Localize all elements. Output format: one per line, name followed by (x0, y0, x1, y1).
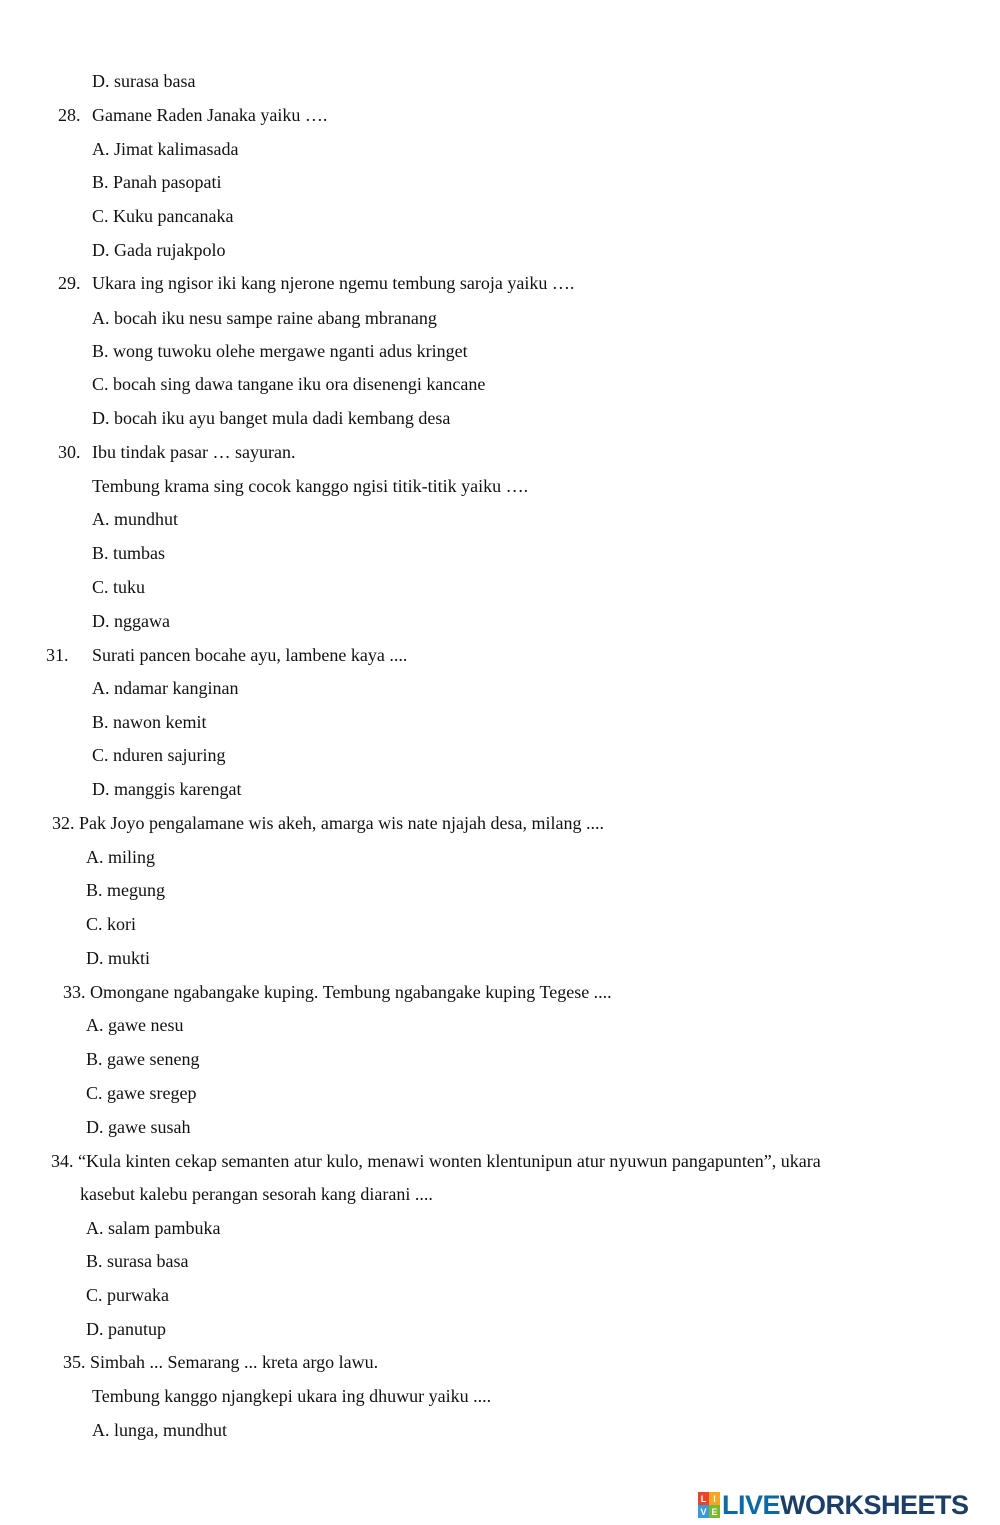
question-text: Ibu tindak pasar … sayuran. (92, 442, 296, 462)
question-text: Tembung krama sing cocok kanggo ngisi titik-titik yaiku …. (92, 476, 529, 496)
question-text: 34. “Kula kinten cekap semanten atur kulo, menawi wonten klentunipun atur nyuwun pangapunten”, ukara (51, 1151, 821, 1171)
logo-text-rest: WORKSHEETS (780, 1489, 969, 1520)
question-text: 35. Simbah ... Semarang ... kreta argo lawu. (63, 1352, 379, 1372)
liveworksheets-logo[interactable] (698, 1490, 969, 1520)
question-text: Surati pancen bocahe ayu, lambene kaya .... (92, 645, 408, 665)
answer-option: C. bocah sing dawa tangane iku ora disenengi kancane (92, 374, 486, 394)
answer-option: A. bocah iku nesu sampe raine abang mbranang (92, 308, 437, 328)
liveworksheets-logo-icon (698, 1492, 720, 1518)
answer-option: D. manggis karengat (92, 779, 242, 799)
answer-option: D. panutup (86, 1319, 166, 1339)
question-text: Ukara ing ngisor iki kang njerone ngemu tembung saroja yaiku …. (92, 273, 575, 293)
question-text: Gamane Raden Janaka yaiku …. (92, 105, 328, 125)
answer-option: B. wong tuwoku olehe mergawe nganti adus kringet (92, 341, 468, 361)
answer-option: C. kori (86, 914, 137, 934)
answer-option: D. mukti (86, 948, 151, 968)
answer-option: A. gawe nesu (86, 1015, 184, 1035)
answer-option: C. nduren sajuring (92, 745, 226, 765)
logo-letter-e: E (709, 1505, 720, 1518)
answer-option: D. surasa basa (92, 71, 196, 91)
question-number: 28. (58, 105, 81, 125)
question-text: 33. Omongane ngabangake kuping. Tembung ngabangake kuping Tegese .... (63, 982, 612, 1002)
question-number: 31. (46, 645, 69, 665)
answer-option: A. ndamar kanginan (92, 678, 239, 698)
logo-letter-v: V (698, 1505, 709, 1518)
answer-option: A. salam pambuka (86, 1218, 221, 1238)
answer-option: B. surasa basa (86, 1251, 189, 1271)
question-text: kasebut kalebu perangan sesorah kang diarani .... (80, 1184, 433, 1204)
answer-option: D. nggawa (92, 611, 170, 631)
answer-option: D. bocah iku ayu banget mula dadi kembang desa (92, 408, 451, 428)
answer-option: A. lunga, mundhut (92, 1420, 227, 1440)
question-number: 29. (58, 273, 81, 293)
answer-option: B. tumbas (92, 543, 166, 563)
answer-option: C. purwaka (86, 1285, 169, 1305)
answer-option: A. Jimat kalimasada (92, 139, 239, 159)
answer-option: C. gawe sregep (86, 1083, 197, 1103)
logo-letter-i: I (709, 1492, 720, 1505)
answer-option: A. mundhut (92, 509, 179, 529)
answer-option: B. Panah pasopati (92, 172, 222, 192)
answer-option: B. megung (86, 880, 165, 900)
logo-text-live: LIVE (722, 1489, 781, 1520)
answer-option: C. tuku (92, 577, 146, 597)
answer-option: B. gawe seneng (86, 1049, 200, 1069)
answer-option: D. gawe susah (86, 1117, 191, 1137)
question-number: 30. (58, 442, 81, 462)
answer-option: C. Kuku pancanaka (92, 206, 234, 226)
answer-option: A. miling (86, 847, 156, 867)
answer-option: B. nawon kemit (92, 712, 207, 732)
answer-option: D. Gada rujakpolo (92, 240, 226, 260)
question-text: 32. Pak Joyo pengalamane wis akeh, amarga wis nate njajah desa, milang .... (52, 813, 605, 833)
logo-letter-l: L (698, 1492, 709, 1505)
question-text: Tembung kanggo njangkepi ukara ing dhuwur yaiku .... (92, 1386, 492, 1406)
logo-text (722, 1490, 969, 1521)
